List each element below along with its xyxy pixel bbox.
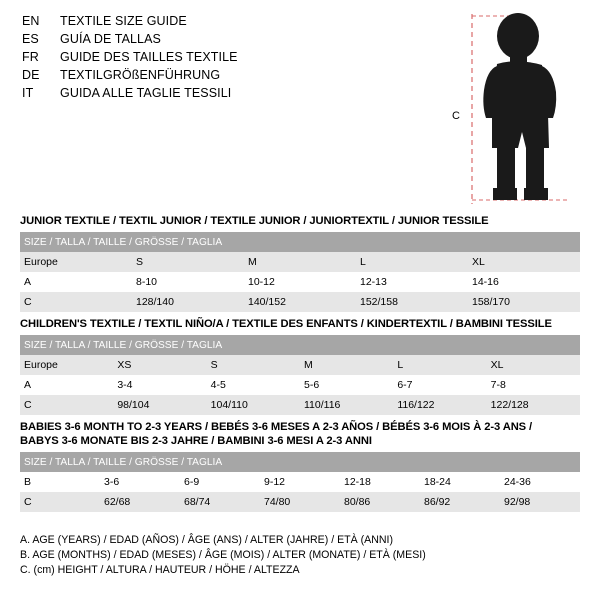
table-cell: 3-4 (113, 375, 206, 395)
table-cell: 158/170 (468, 292, 580, 312)
silhouette-foot-left (493, 188, 517, 200)
header-row (22, 32, 442, 50)
junior-size-table (20, 232, 580, 312)
section-title-babies-line2: BABYS 3-6 MONATE BIS 2-3 JAHRE / BAMBINI 3-6 MESI A 2-3 ANNI (20, 435, 372, 447)
size-cell: L (393, 355, 486, 375)
header-row (22, 14, 442, 32)
table-row (20, 375, 580, 395)
header-title-text: TEXTILE SIZE GUIDE (60, 14, 187, 28)
silhouette-head (497, 13, 539, 59)
row-label: A (20, 272, 132, 292)
header-lang-code: DE (22, 68, 40, 82)
table-cell: 122/128 (487, 395, 580, 415)
table-cell: 140/152 (244, 292, 356, 312)
table-cell: 4-5 (207, 375, 300, 395)
size-header-label: SIZE / TALLA / TAILLE / GRÖSSE / TAGLIA (20, 452, 580, 472)
table-cell: 104/110 (207, 395, 300, 415)
table-row (20, 492, 580, 512)
table-cell: 92/98 (500, 492, 580, 512)
section-junior (20, 215, 580, 312)
row-label: C (20, 395, 113, 415)
table-cell: 6-7 (393, 375, 486, 395)
table-cell: 12-18 (340, 472, 420, 492)
section-title-junior: JUNIOR TEXTILE / TEXTIL JUNIOR / TEXTILE JUNIOR / JUNIORTEXTIL / JUNIOR TESSILE (20, 215, 489, 227)
table-cell: 110/116 (300, 395, 393, 415)
size-cell: M (300, 355, 393, 375)
size-cell: S (207, 355, 300, 375)
height-measure-label: C (452, 110, 460, 122)
header-title-text: GUÍA DE TALLAS (60, 32, 161, 46)
size-cell: XL (468, 252, 580, 272)
header-lang-code: ES (22, 32, 39, 46)
table-row (20, 292, 580, 312)
table-cell: 128/140 (132, 292, 244, 312)
silhouette-torso (492, 61, 546, 120)
table-row-sizes (20, 355, 580, 375)
size-cell: XL (487, 355, 580, 375)
header-row (22, 86, 442, 104)
table-cell: 9-12 (260, 472, 340, 492)
table-cell: 62/68 (100, 492, 180, 512)
silhouette-arm-left (483, 66, 497, 118)
table-cell: 116/122 (393, 395, 486, 415)
header-lang-code: EN (22, 14, 40, 28)
size-cell: M (244, 252, 356, 272)
table-row (20, 472, 580, 492)
size-header-label: SIZE / TALLA / TAILLE / GRÖSSE / TAGLIA (20, 335, 580, 355)
legend-line-b: B. AGE (MONTHS) / EDAD (MESES) / ÂGE (MOIS) / ALTER (MONATE) / ETÀ (MESI) (20, 549, 426, 561)
legend (20, 533, 580, 578)
header-lang-code: FR (22, 50, 39, 64)
header-row (22, 50, 442, 68)
babies-size-table (20, 452, 580, 512)
size-cell: XS (113, 355, 206, 375)
row-label: B (20, 472, 100, 492)
table-header-row (20, 335, 580, 355)
row-label: Europe (20, 355, 113, 375)
header-titles (22, 14, 442, 104)
row-label: A (20, 375, 113, 395)
section-babies (20, 421, 580, 512)
row-label: C (20, 492, 100, 512)
table-header-row (20, 232, 580, 252)
children-size-table (20, 335, 580, 415)
section-title-children: CHILDREN'S TEXTILE / TEXTIL NIÑO/A / TEXTILE DES ENFANTS / KINDERTEXTIL / BAMBINI TESSILE (20, 318, 552, 330)
silhouette-shorts (492, 114, 549, 148)
table-cell: 80/86 (340, 492, 420, 512)
legend-line-a: A. AGE (YEARS) / EDAD (AÑOS) / ÂGE (ANS) / ALTER (JAHRE) / ETÀ (ANNI) (20, 534, 393, 546)
header-title-text: GUIDA ALLE TAGLIE TESSILI (60, 86, 232, 100)
child-silhouette-figure (450, 8, 590, 208)
table-cell: 8-10 (132, 272, 244, 292)
header-row (22, 68, 442, 86)
table-row (20, 395, 580, 415)
size-cell: S (132, 252, 244, 272)
silhouette-svg (450, 8, 590, 208)
table-row-sizes (20, 252, 580, 272)
table-cell: 7-8 (487, 375, 580, 395)
table-cell: 98/104 (113, 395, 206, 415)
table-cell: 6-9 (180, 472, 260, 492)
silhouette-leg-left (497, 146, 515, 190)
table-cell: 74/80 (260, 492, 340, 512)
table-cell: 5-6 (300, 375, 393, 395)
table-row (20, 272, 580, 292)
table-cell: 14-16 (468, 272, 580, 292)
row-label: C (20, 292, 132, 312)
table-cell: 10-12 (244, 272, 356, 292)
table-cell: 3-6 (100, 472, 180, 492)
header-title-text: TEXTILGRÖßENFÜHRUNG (60, 68, 221, 82)
table-cell: 12-13 (356, 272, 468, 292)
table-cell: 68/74 (180, 492, 260, 512)
legend-line-c: C. (cm) HEIGHT / ALTURA / HAUTEUR / HÖHE / ALTEZZA (20, 564, 300, 576)
silhouette-foot-right (524, 188, 548, 200)
size-header-label: SIZE / TALLA / TAILLE / GRÖSSE / TAGLIA (20, 232, 580, 252)
section-children (20, 318, 580, 415)
table-cell: 18-24 (420, 472, 500, 492)
table-cell: 24-36 (500, 472, 580, 492)
header-title-text: GUIDE DES TAILLES TEXTILE (60, 50, 238, 64)
silhouette-leg-right (526, 146, 544, 190)
table-cell: 152/158 (356, 292, 468, 312)
table-cell: 86/92 (420, 492, 500, 512)
header-lang-code: IT (22, 86, 34, 100)
row-label: Europe (20, 252, 132, 272)
table-header-row (20, 452, 580, 472)
silhouette-arm-right (542, 66, 556, 118)
section-title-babies: BABIES 3-6 MONTH TO 2-3 YEARS / BEBÉS 3-6 MESES A 2-3 AÑOS / BÉBÉS 3-6 MOIS À 2-3 ANS / (20, 421, 533, 433)
size-cell: L (356, 252, 468, 272)
